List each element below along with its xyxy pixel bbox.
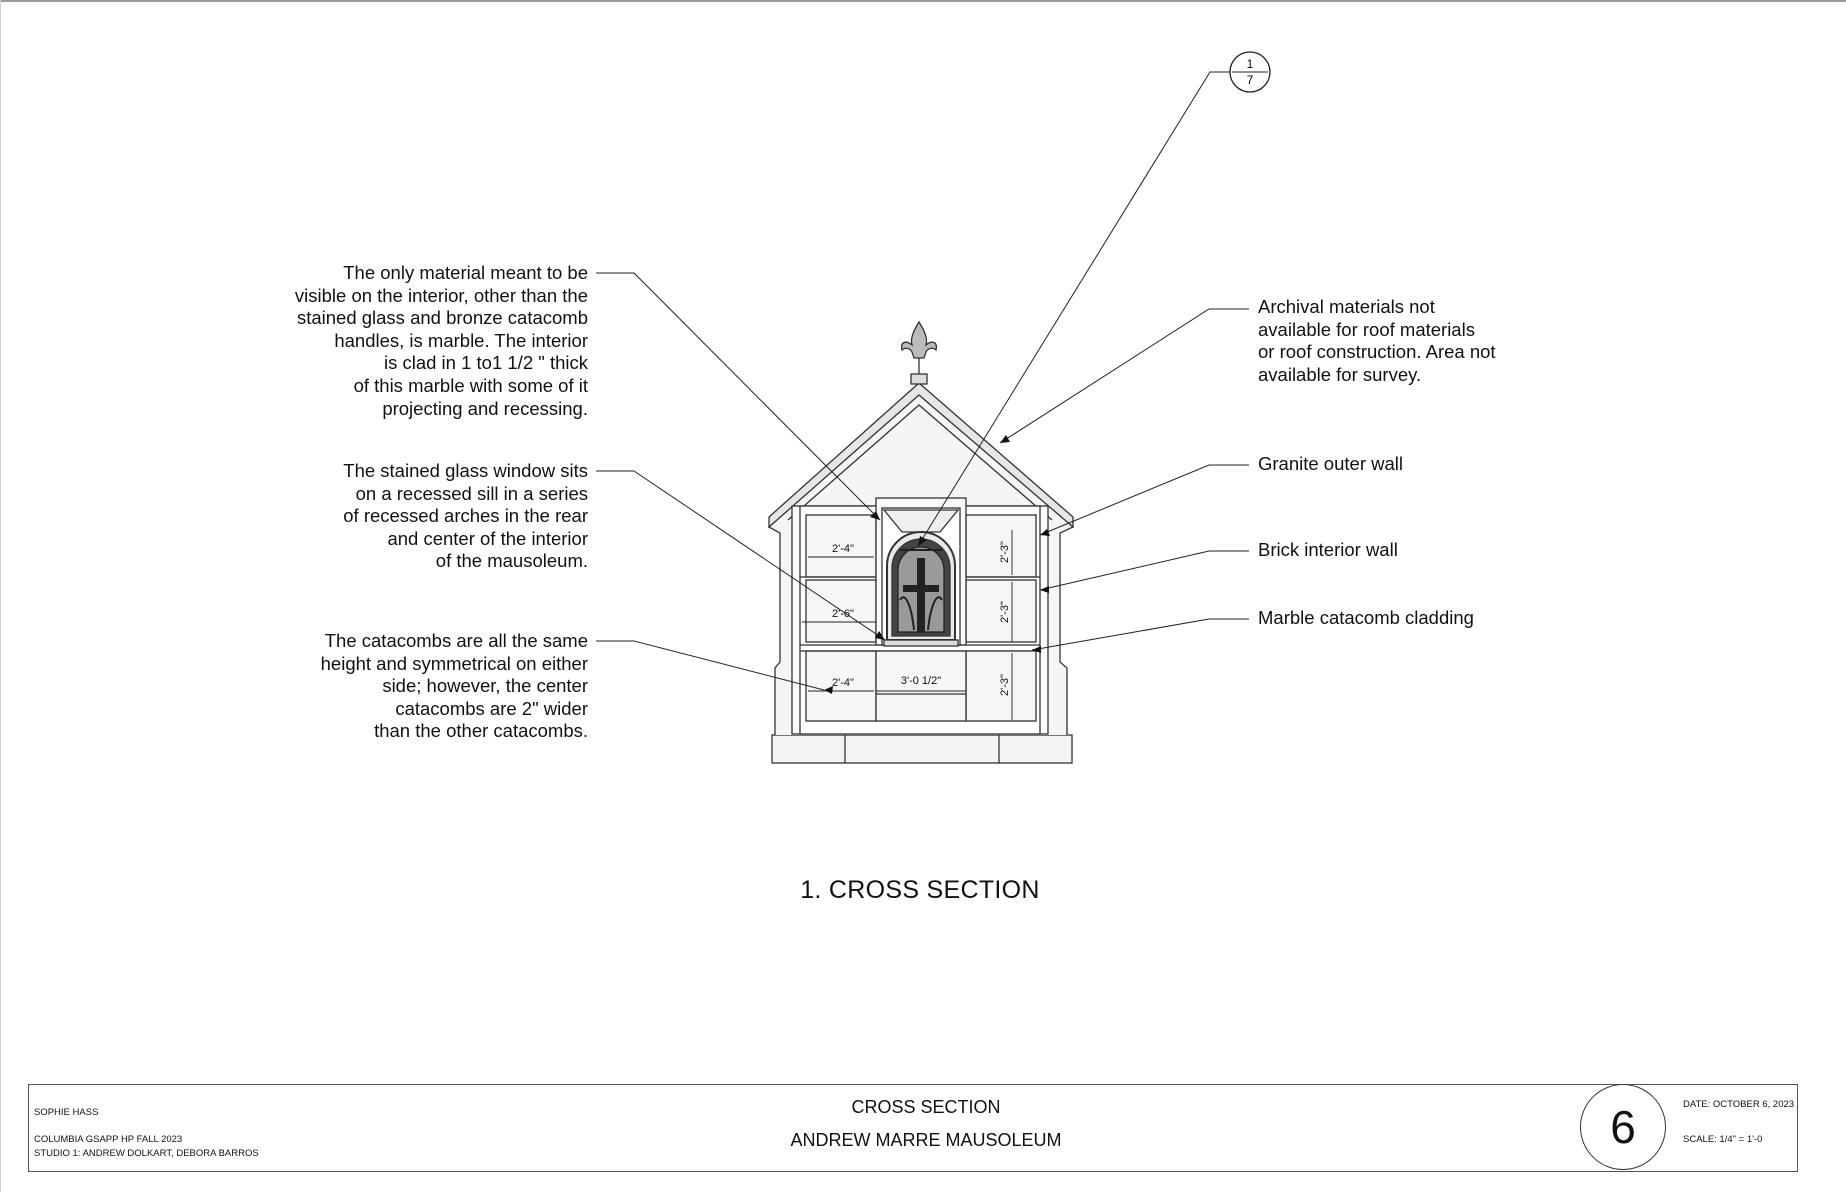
sheet-title: CROSS SECTION	[851, 1097, 1001, 1117]
note-line: The catacombs are all the same	[324, 630, 588, 651]
granite-base	[772, 735, 1072, 763]
note-line: handles, is marble. The interior	[334, 329, 588, 351]
fleur-de-lis-finial	[902, 322, 937, 358]
author-name: SOPHIE HASS	[34, 1107, 99, 1118]
note-line: of this marble with some of it	[353, 374, 588, 396]
note-stained-glass	[230, 460, 588, 573]
note-line: Archival materials not	[1258, 296, 1435, 317]
dim-left-top: 2'-4"	[832, 543, 854, 555]
project-name: ANDREW MARRE MAUSOLEUM	[790, 1130, 1062, 1150]
dim-left-mid: 2'-6"	[832, 608, 854, 620]
sheet-date: DATE: OCTOBER 6, 2023	[1683, 1099, 1795, 1110]
note-line: Marble catacomb cladding	[1258, 607, 1474, 628]
dim-right-bottom: 2'-3"	[999, 674, 1011, 696]
note-line: projecting and recessing.	[382, 397, 588, 419]
note-line: side; however, the center	[382, 675, 588, 697]
section-marker-number: 1	[1246, 57, 1254, 71]
note-line: available for roof materials	[1258, 318, 1475, 340]
note-line: The stained glass window sits	[343, 460, 588, 481]
sheet-number-circle	[1580, 1084, 1666, 1170]
note-line: The only material meant to be	[343, 262, 588, 283]
note-line: Granite outer wall	[1258, 453, 1403, 474]
note-brick-wall	[1258, 539, 1558, 562]
note-interior-marble	[230, 262, 588, 420]
studio-name: STUDIO 1: ANDREW DOLKART, DEBORA BARROS	[34, 1148, 259, 1159]
note-line: stained glass and bronze catacomb	[296, 307, 588, 329]
sheet-number: 6	[1610, 1101, 1636, 1153]
dim-left-bottom: 2'-4"	[832, 677, 854, 689]
note-line: is clad in 1 to1 1/2 " thick	[383, 352, 588, 374]
drawing-title: 1. CROSS SECTION	[800, 876, 1040, 904]
note-line: catacombs are 2" wider	[395, 697, 588, 719]
dim-right-top: 2'-3"	[999, 541, 1011, 563]
stained-glass-window	[887, 532, 955, 640]
note-line: and center of the interior	[387, 527, 588, 549]
sheet-scale: SCALE: 1/4" = 1'-0	[1683, 1134, 1763, 1145]
note-granite-wall	[1258, 453, 1558, 476]
dim-center-width: 3'-0 1/2"	[900, 675, 942, 687]
note-line: of the mausoleum.	[435, 550, 588, 572]
title-block	[28, 1084, 1798, 1172]
section-marker-sheet: 7	[1246, 73, 1254, 87]
note-line: on a recessed sill in a series	[355, 482, 588, 504]
course-name: COLUMBIA GSAPP HP FALL 2023	[34, 1134, 183, 1145]
note-line: available for survey.	[1258, 363, 1422, 385]
note-line: of recessed arches in the rear	[343, 505, 588, 527]
note-line: Brick interior wall	[1258, 539, 1398, 560]
note-roof-archival	[1258, 296, 1558, 386]
dim-right-mid: 2'-3"	[999, 601, 1011, 623]
note-line: or roof construction. Area not	[1258, 341, 1496, 363]
note-marble-cladding	[1258, 607, 1558, 630]
section-marker	[1230, 52, 1270, 92]
note-line: visible on the interior, other than the	[294, 284, 588, 306]
finial-base	[911, 374, 927, 384]
note-line: height and symmetrical on either	[320, 652, 588, 674]
note-line: than the other catacombs.	[374, 720, 588, 742]
note-catacombs	[230, 630, 588, 743]
